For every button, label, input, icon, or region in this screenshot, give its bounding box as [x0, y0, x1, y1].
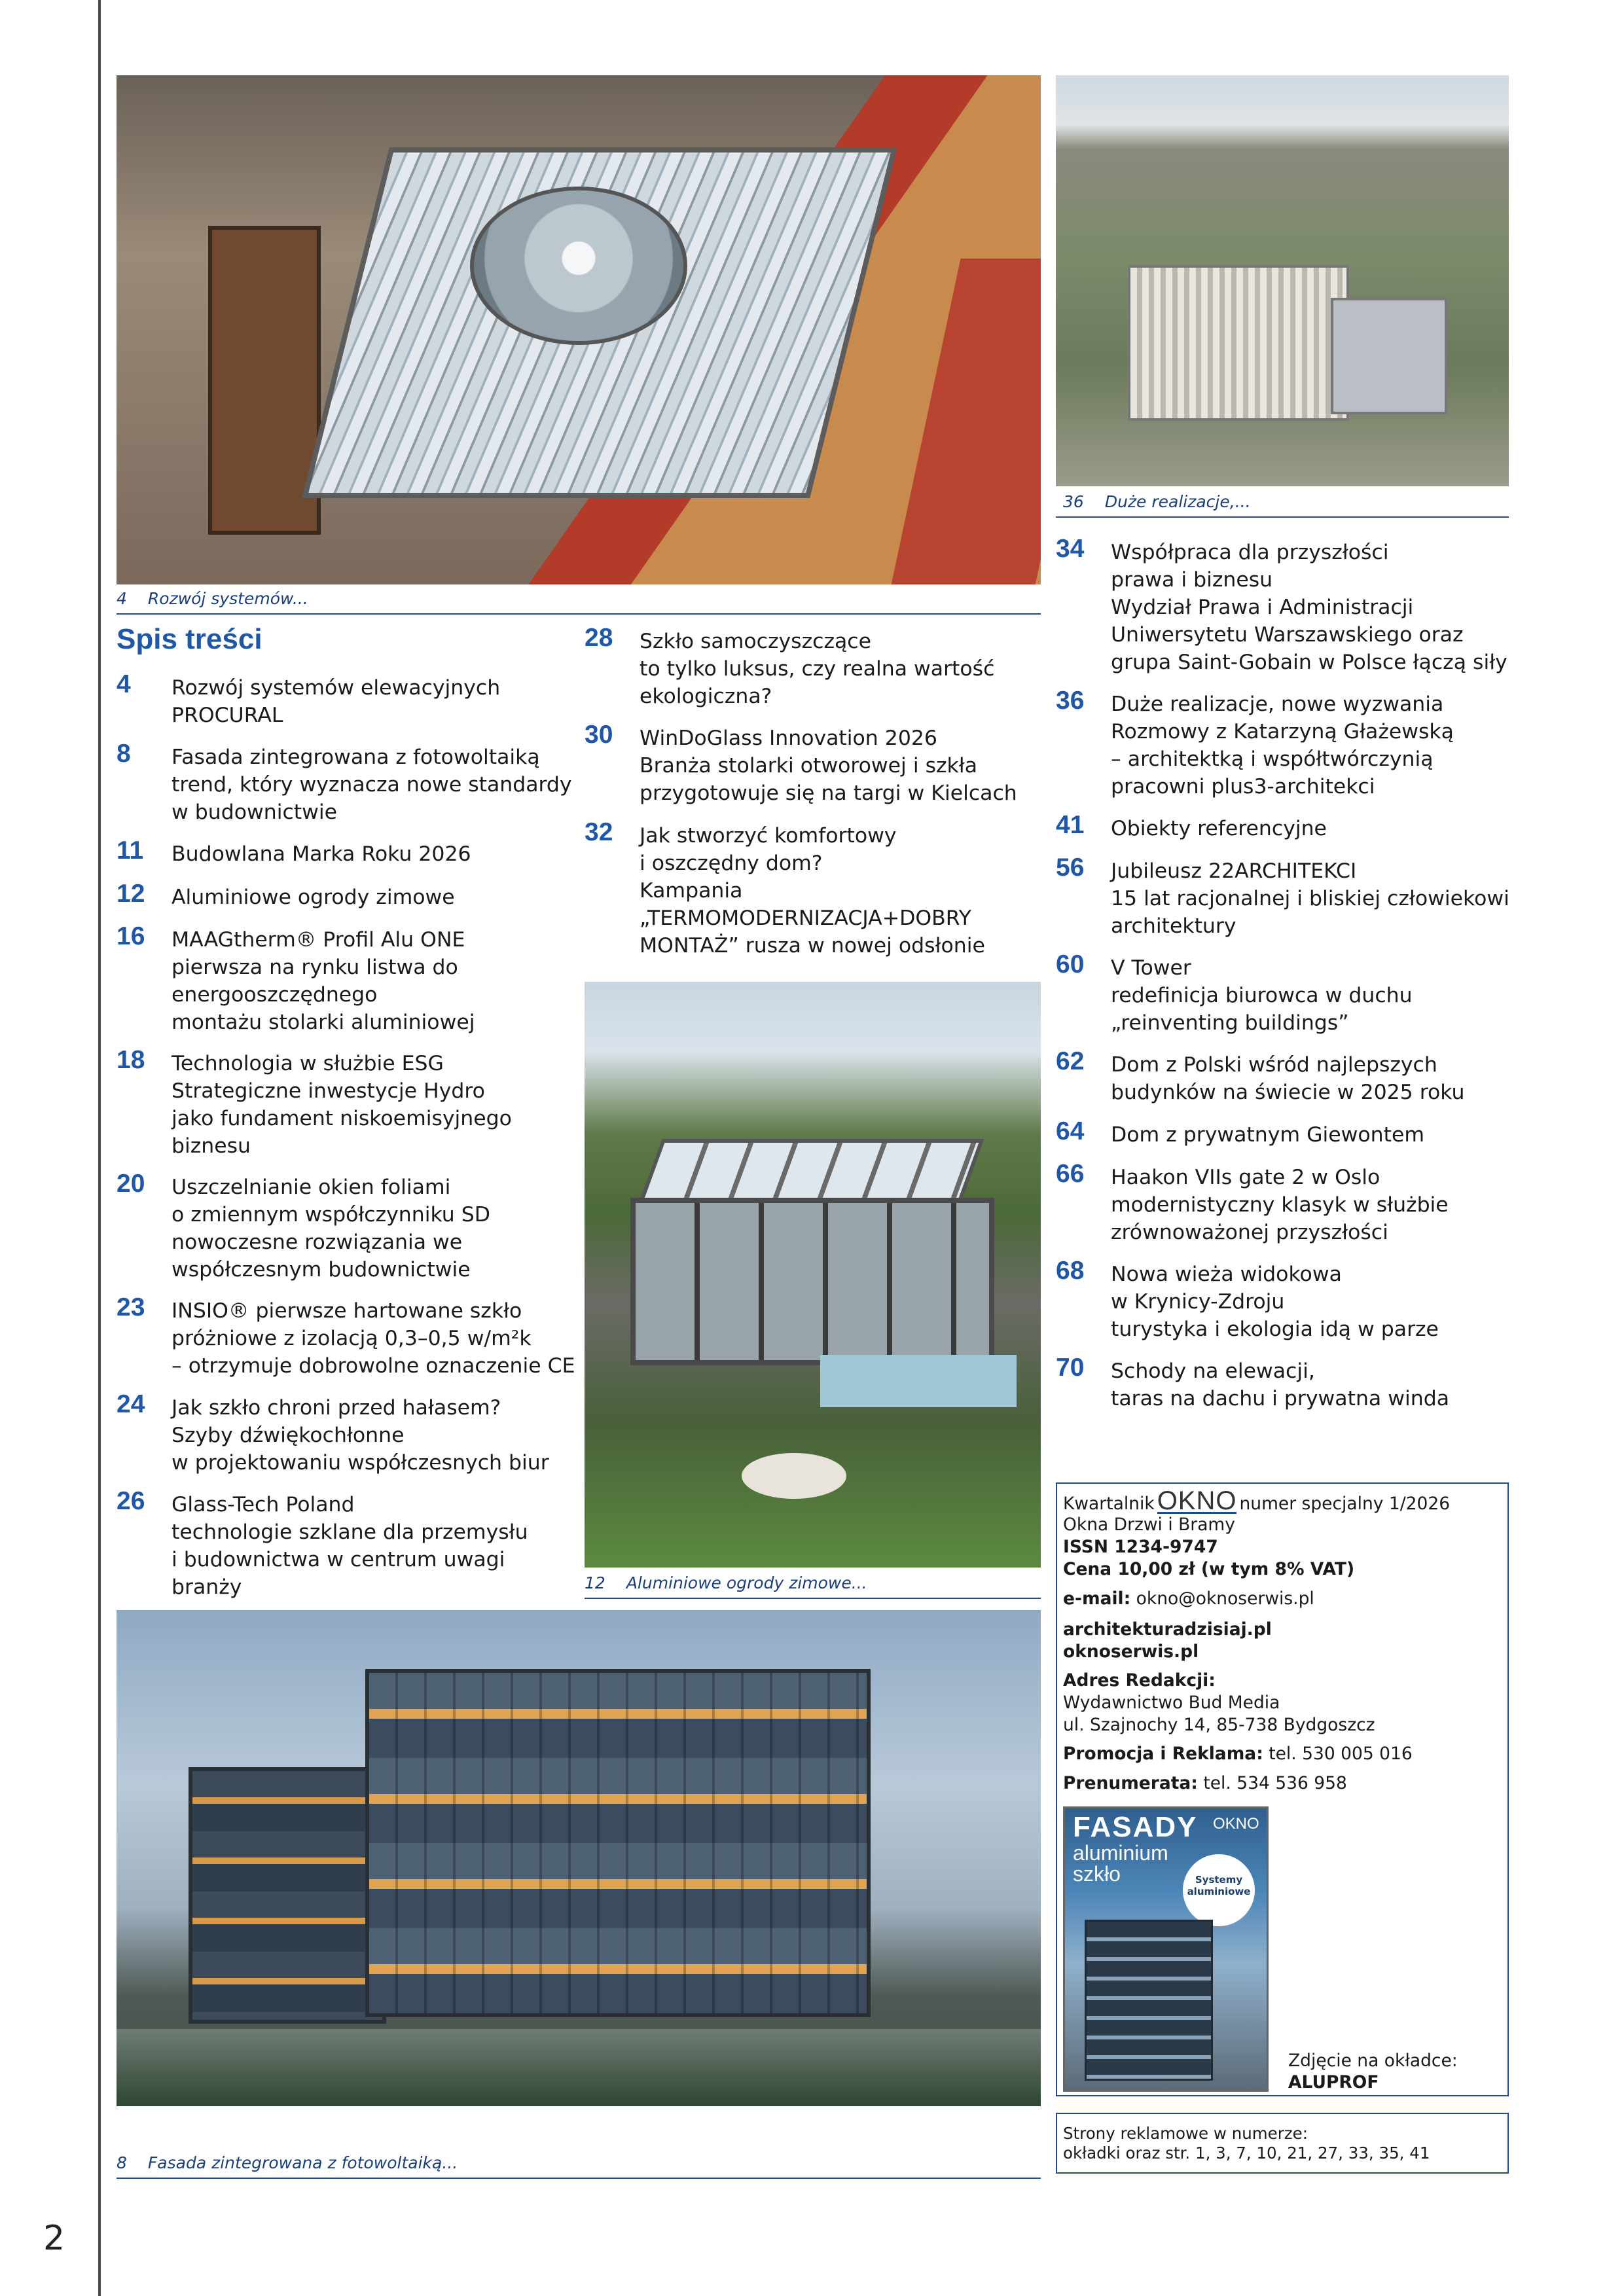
promo-line: Promocja i Reklama: tel. 530 005 016 [1063, 1744, 1413, 1764]
subscription-line: Prenumerata: tel. 534 536 958 [1063, 1773, 1347, 1793]
email-line: e-mail: okno@oknoserwis.pl [1063, 1588, 1314, 1609]
page-number: 2 [43, 2219, 65, 2258]
caption-rule [117, 2178, 1041, 2179]
address-label: Adres Redakcji: [1063, 1670, 1216, 1691]
cover-title: FASADY [1073, 1811, 1198, 1843]
caption-rule [585, 1598, 1041, 1599]
ads-text: Strony reklamowe w numerze: okładki oraz str. 1, 3, 7, 10, 21, 27, 33, 35, 41 [1063, 2124, 1430, 2162]
cover-badge: Systemy aluminiowe [1183, 1854, 1255, 1926]
cover-thumbnail [1063, 1806, 1269, 2092]
photo-pavilion [630, 1198, 994, 1365]
website-link[interactable]: oknoserwis.pl [1063, 1641, 1199, 1662]
photo-aerial-building [1056, 75, 1509, 486]
okno-logo: OKNO [1157, 1486, 1237, 1515]
photo-glass-roof-lantern [638, 1139, 984, 1206]
publisher: Wydawnictwo Bud Media [1063, 1693, 1280, 1713]
caption-top-right: 36 Duże realizacje,... [1063, 492, 1251, 511]
photo-building [1128, 265, 1349, 421]
photo-office-building [117, 1610, 1041, 2106]
page-margin-rule [98, 0, 101, 2296]
issn: ISSN 1234-9747 [1063, 1537, 1218, 1557]
photo-building-left [189, 1767, 386, 2024]
caption-rule [1056, 516, 1509, 518]
caption-middle: 12 Aluminiowe ogrody zimowe... [585, 1573, 867, 1592]
cover-building [1085, 1920, 1213, 2081]
photo-winter-garden [585, 982, 1041, 1568]
photo-running-track [882, 259, 1041, 584]
price: Cena 10,00 zł (w tym 8% VAT) [1063, 1559, 1355, 1579]
caption-top-left: 4 Rozwój systemów... [117, 589, 308, 608]
photo-dome [470, 187, 687, 345]
street-address: ul. Szajnochy 14, 85-738 Bydgoszcz [1063, 1715, 1375, 1735]
caption-bottom: 8 Fasada zintegrowana z fotowoltaiką... [117, 2153, 458, 2172]
photo-building-main [365, 1669, 871, 2017]
cover-subtitle: aluminium szkło [1073, 1841, 1168, 1886]
website-link[interactable]: architekturadzisiaj.pl [1063, 1619, 1272, 1640]
magazine-subtitle: Okna Drzwi i Bramy [1063, 1515, 1235, 1535]
email-link[interactable]: okno@oknoserwis.pl [1136, 1588, 1314, 1609]
caption-rule [117, 613, 1041, 615]
toc-title: Spis treści [117, 623, 262, 655]
cover-credit: Zdjęcie na okładce: ALUPROF [1288, 2051, 1458, 2092]
photo-glass-roof [117, 75, 1041, 584]
cover-logo: OKNO [1213, 1815, 1259, 1833]
photo-building-annex [1331, 298, 1447, 414]
photo-pebbles [742, 1453, 846, 1499]
photo-pool [820, 1355, 1017, 1407]
photo-ground [117, 2029, 1041, 2106]
magazine-line: Kwartalnik OKNO numer specjalny 1/2026 [1063, 1486, 1451, 1515]
